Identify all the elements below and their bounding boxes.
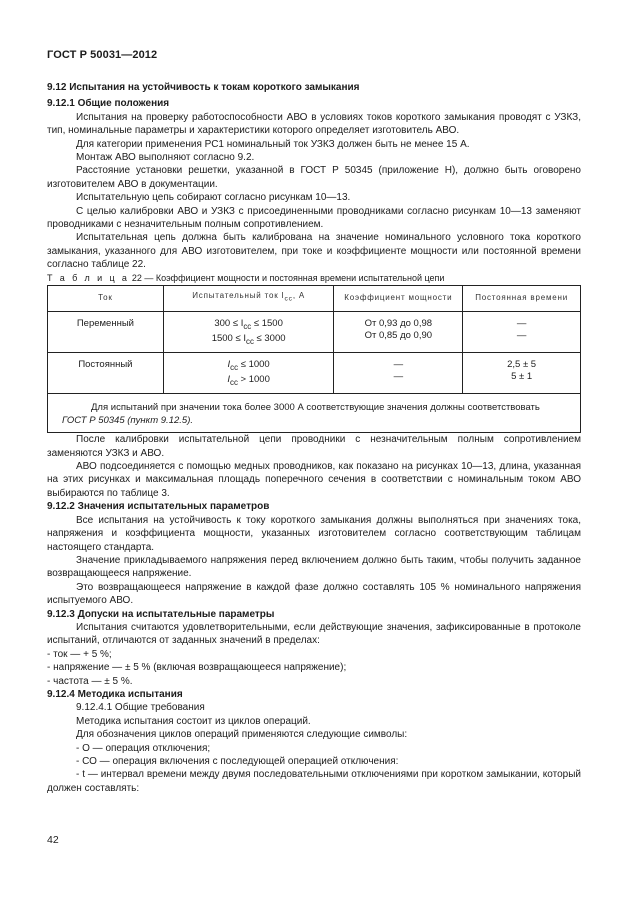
list-item: - частота — ± 5 %.: [47, 675, 133, 687]
cell-power-factor: — —: [334, 353, 463, 394]
cell-currents: $300 \le I_{cc} \le 1500$ $1500 \le I_{cc} \le 3000$: [163, 311, 334, 352]
list-item: - СО — операция включения с последующей операцией отключения:: [76, 756, 399, 768]
paragraph: Для категории применения РС1 номинальный ток УЗКЗ должен быть не менее 15 А.: [76, 138, 470, 150]
table-caption: [47, 272, 581, 285]
list-item: - ток — + 5 %;: [47, 648, 112, 660]
paragraph: АВО подсоединяется с помощью медных проводников, как показано на рисунках 10—13, длина, указанная на этих рисунках и максимальная площадь поперечного сечения в соответствии с номинальным током АВО выбираются по таблице 3.: [47, 461, 581, 499]
document-code-header: ГОСТ Р 50031—2012: [47, 49, 158, 61]
table-note-text: Для испытаний при значении тока более 3000 А соответствующие значения должны соответствовать: [91, 402, 540, 414]
cell-type: Переменный: [48, 311, 164, 352]
header-current: Ток: [48, 286, 164, 312]
section-title: 9.12 Испытания на устойчивость к токам короткого замыкания: [47, 82, 360, 93]
table-caption-label: Т а б л и ц а: [47, 272, 130, 283]
paragraph: Испытания на проверку работоспособности АВО в условиях токов короткого замыкания проводят с УЗКЗ, тип, номинальные параметры и характеристики которого определяет изготовитель АВО.: [47, 111, 581, 137]
list-item: - напряжение — ± 5 % (включая возвращающееся напряжение);: [47, 662, 347, 674]
paragraph: Монтаж АВО выполняют согласно 9.2.: [76, 152, 255, 164]
table-note-ref: ГОСТ Р 50345 (пункт 9.12.5).: [62, 415, 193, 427]
paragraph: Методика испытания состоит из циклов операций.: [76, 715, 311, 727]
table-row: [48, 353, 581, 394]
paragraph: Все испытания на устойчивость к току короткого замыкания должны выполняться при значениях тока, напряжения и коэффициента мощности, указанных изготовителем согласно соответствующим таблицам настоящего стандарта.: [47, 514, 581, 553]
table-22: [47, 285, 581, 433]
paragraph: Испытательную цепь собирают согласно рисункам 10—13.: [76, 192, 351, 204]
table-note-row: [48, 394, 581, 433]
header-test-current: Испытательный ток $I_{cc}$, А: [163, 286, 334, 312]
paragraph: Значение прикладываемого напряжения перед включением должно быть таким, чтобы получить заданное возвращающееся напряжение.: [47, 554, 581, 580]
list-item: - О — операция отключения;: [76, 742, 211, 754]
paragraph: Испытательная цепь должна быть калибрована на значение номинального условного тока короткого замыкания, указанного для АВО изготовителем, при токе и коэффициенте мощности или постоянной времени согласно таблице 22.: [47, 232, 581, 271]
paragraph: С целью калибровки АВО и УЗКЗ с присоединенными проводниками согласно рисункам 10—13 заменяют проводниками с незначительным полным сопротивлением.: [47, 205, 581, 231]
paragraph: Испытания считаются удовлетворительными, если действующие значения, зафиксированные в протоколе испытаний, отличаются от заданных значений в пределах:: [47, 621, 581, 647]
subsection-title: 9.12.1 Общие положения: [47, 98, 170, 110]
subsection-title: 9.12.2 Значения испытательных параметров: [47, 501, 270, 513]
paragraph: Для обозначения циклов операций применяются следующие символы:: [76, 729, 408, 741]
subsection-title: 9.12.4 Методика испытания: [47, 688, 183, 700]
subsubsection-title: 9.12.4.1 Общие требования: [76, 702, 205, 714]
cell-type: Постоянный: [48, 353, 164, 394]
cell-time-constant: — —: [463, 311, 581, 352]
paragraph: Расстояние установки решетки, указанной в ГОСТ Р 50345 (приложение Н), должно быть оговорено изготовителем АВО в документации.: [47, 165, 581, 190]
subsection-title: 9.12.3 Допуски на испытательные параметры: [47, 608, 275, 620]
page-content: [47, 79, 581, 795]
table-row: [48, 311, 581, 352]
cell-currents: $I_{cc} \le 1000$ $I_{cc} > 1000$: [163, 353, 334, 394]
header-power-factor: Коэффициент мощности: [334, 286, 463, 312]
header-time-constant: Постоянная времени: [463, 286, 581, 312]
table-note: [48, 394, 581, 433]
page-number: 42: [47, 834, 59, 846]
cell-power-factor: От 0,93 до 0,98 От 0,85 до 0,90: [334, 311, 463, 352]
table-caption-text: 22 — Коэффициент мощности и постоянная времени испытательной цепи: [131, 272, 445, 283]
cell-time-constant: 2,5 ± 5 5 ± 1: [463, 353, 581, 394]
paragraph: Это возвращающееся напряжение в каждой фазе должно составлять 105 % номинального напряжения испытуемого АВО.: [47, 581, 581, 607]
paragraph: После калибровки испытательной цепи проводники с незначительным полным сопротивлением заменяются УЗКЗ и АВО.: [47, 434, 581, 459]
table-header-row: [48, 286, 581, 312]
list-item: - t — интервал времени между двумя последовательными отключениями при коротком замыкании, который должен составлять:: [47, 769, 581, 794]
